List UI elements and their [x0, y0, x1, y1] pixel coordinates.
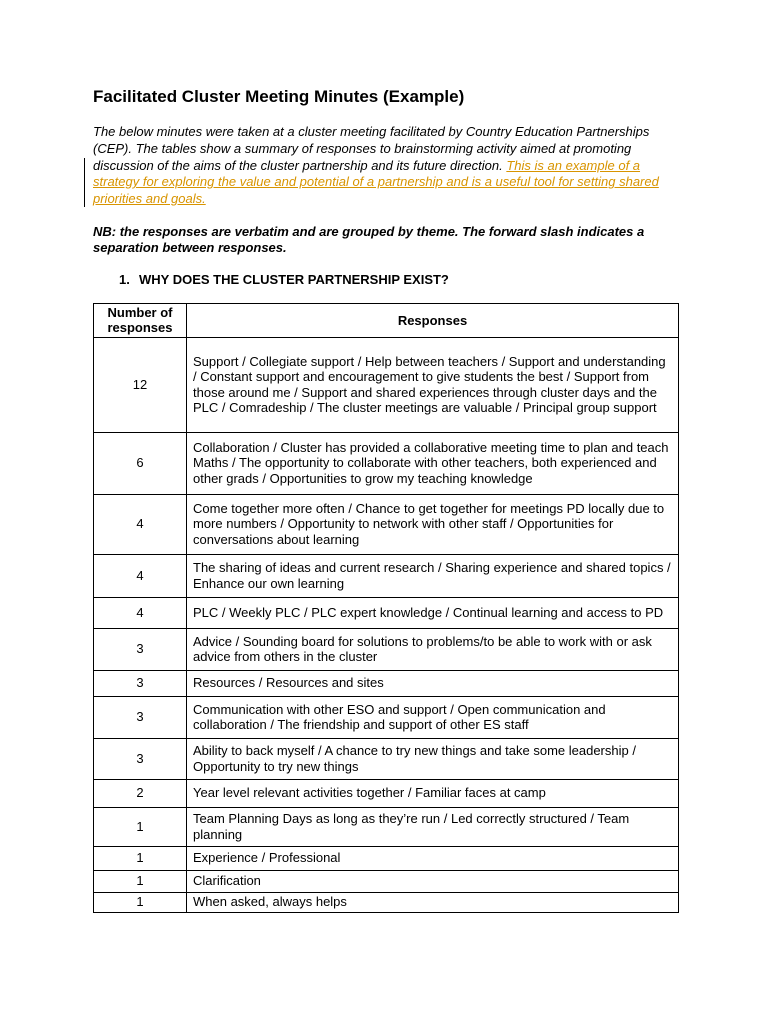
table-row: [94, 870, 679, 892]
response-text: Come together more often / Chance to get together for meetings PD locally due to more numbers / Opportunity to network with other staff / Opportunities for conversations about learning: [187, 494, 679, 554]
response-count: 1: [94, 807, 187, 846]
response-count: 4: [94, 554, 187, 597]
response-text: Advice / Sounding board for solutions to problems/to be able to work with or ask advice from others in the cluster: [187, 628, 679, 670]
revision-change-bar: [84, 158, 85, 207]
response-text: When asked, always helps: [187, 892, 679, 912]
response-text: Communication with other ESO and support / Open communication and collaboration / The friendship and support of other ES staff: [187, 696, 679, 738]
header-number-of-responses: Number of responses: [94, 304, 187, 338]
table-body: [94, 337, 679, 912]
response-count: 3: [94, 670, 187, 696]
response-count: 4: [94, 494, 187, 554]
table-header-row: [94, 304, 679, 338]
table-row: [94, 597, 679, 628]
table-row: [94, 846, 679, 870]
response-count: 1: [94, 870, 187, 892]
table-row: [94, 494, 679, 554]
table-row: [94, 628, 679, 670]
section-heading: [119, 272, 449, 288]
response-text: Resources / Resources and sites: [187, 670, 679, 696]
table-row: [94, 807, 679, 846]
response-text: Year level relevant activities together / Familiar faces at camp: [187, 779, 679, 807]
intro-text: The below minutes were taken at a cluster meeting facilitated by Country Education Partnerships (CEP). The tables show a summary of responses to brainstorming activity aimed at promoting discussion of the aims of the cluster partnership and its future direction.: [93, 124, 650, 173]
response-text: Experience / Professional: [187, 846, 679, 870]
response-count: 12: [94, 337, 187, 432]
table-row: [94, 892, 679, 912]
response-text: Clarification: [187, 870, 679, 892]
response-count: 3: [94, 628, 187, 670]
section-title: WHY DOES THE CLUSTER PARTNERSHIP EXIST?: [139, 272, 449, 287]
page-title: Facilitated Cluster Meeting Minutes (Example): [93, 87, 465, 106]
table-row: [94, 432, 679, 494]
response-text: Support / Collegiate support / Help between teachers / Support and understanding / Constant support and encouragement to give students the best / Support from those around me / Support and shared experiences through cluster days and the PLC / Comradeship / The cluster meetings are valuable / Principal group support: [187, 337, 679, 432]
response-text: PLC / Weekly PLC / PLC expert knowledge / Continual learning and access to PD: [187, 597, 679, 628]
table-row: [94, 337, 679, 432]
header-responses: Responses: [187, 304, 679, 338]
intro-paragraph: [93, 124, 683, 208]
response-text: Ability to back myself / A chance to try new things and take some leadership / Opportunity to try new things: [187, 738, 679, 779]
response-count: 2: [94, 779, 187, 807]
response-count: 1: [94, 892, 187, 912]
table-row: [94, 738, 679, 779]
table-row: [94, 670, 679, 696]
table-row: [94, 554, 679, 597]
response-text: Team Planning Days as long as they’re run / Led correctly structured / Team planning: [187, 807, 679, 846]
response-text: The sharing of ideas and current research / Sharing experience and shared topics / Enhance our own learning: [187, 554, 679, 597]
response-count: 6: [94, 432, 187, 494]
response-count: 1: [94, 846, 187, 870]
intro-highlighted-text: This is an example of a strategy for exploring the value and potential of a partnership and is a useful tool for setting shared priorities and goals.: [93, 157, 659, 207]
response-count: 3: [94, 696, 187, 738]
response-count: 3: [94, 738, 187, 779]
responses-table: [93, 303, 679, 913]
table-row: [94, 696, 679, 738]
nb-note: NB: the responses are verbatim and are grouped by theme. The forward slash indicates a separation between responses.: [93, 224, 645, 255]
table-row: [94, 779, 679, 807]
response-count: 4: [94, 597, 187, 628]
response-text: Collaboration / Cluster has provided a collaborative meeting time to plan and teach Maths / The opportunity to collaborate with other teachers, both experienced and other grads / Opportunities to grow my teaching knowledge: [187, 432, 679, 494]
section-number: 1.: [119, 272, 130, 287]
